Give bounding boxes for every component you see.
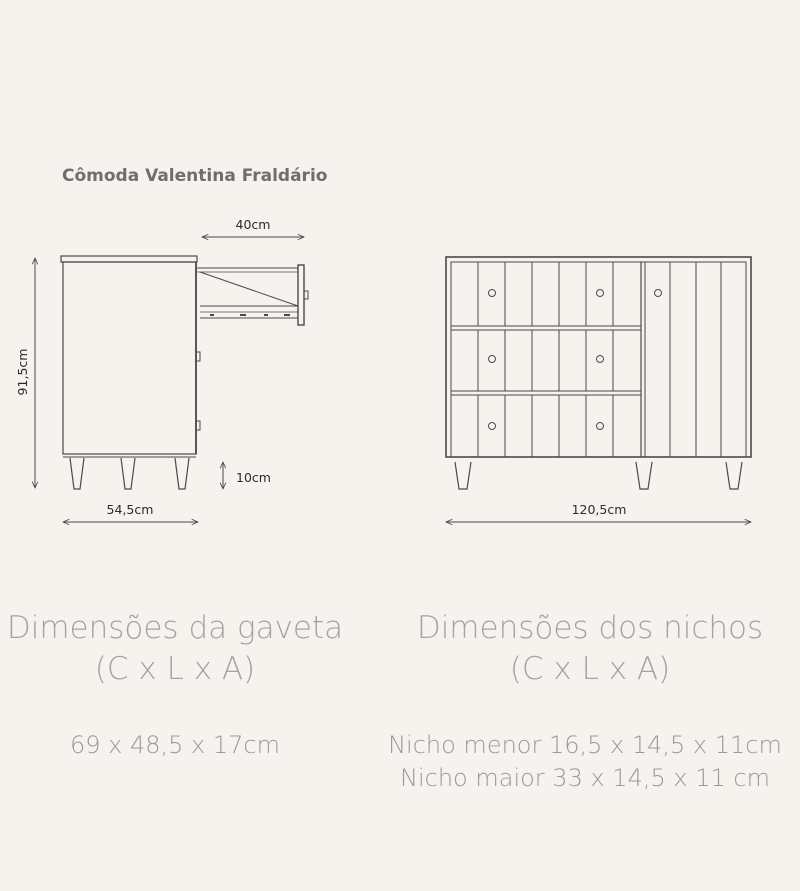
side-leg [70,458,84,489]
niche-heading-units: (C x L x A) [509,651,671,687]
front-view [446,257,751,522]
drawer-depth-label: 40cm [235,217,271,232]
door-knob [655,290,662,297]
pulled-drawer [197,265,308,325]
drawer-heading-units: (C x L x A) [94,651,256,687]
depth-label: 54,5cm [106,502,154,517]
front-leg [726,462,742,489]
drawer-knob [597,423,604,430]
height-label: 91,5cm [15,348,30,396]
width-label: 120,5cm [571,502,627,517]
drawer-knob [597,356,604,363]
drawer-heading: Dimensões da gaveta [6,610,344,646]
front-leg [455,462,471,489]
drawer-knob [489,290,496,297]
front-body [446,257,751,457]
leg-height-label: 10cm [236,470,271,485]
drawer-knob [489,423,496,430]
drawer-knob [597,290,604,297]
product-title: Cômoda Valentina Fraldário [62,166,328,186]
side-top-panel [61,256,197,262]
side-leg [121,458,135,489]
drawer-dimensions: 69 x 48,5 x 17cm [69,731,280,759]
niche-heading: Dimensões dos nichos [416,610,764,646]
drawer-knob [489,356,496,363]
front-leg [636,462,652,489]
side-body [63,262,196,454]
side-view [15,217,308,522]
drawer-front [298,265,304,325]
side-leg [175,458,189,489]
knobs [489,290,662,430]
small-niche-dimensions: Nicho menor 16,5 x 14,5 x 11cm [388,731,782,759]
large-niche-dimensions: Nicho maior 33 x 14,5 x 11 cm [400,764,770,792]
